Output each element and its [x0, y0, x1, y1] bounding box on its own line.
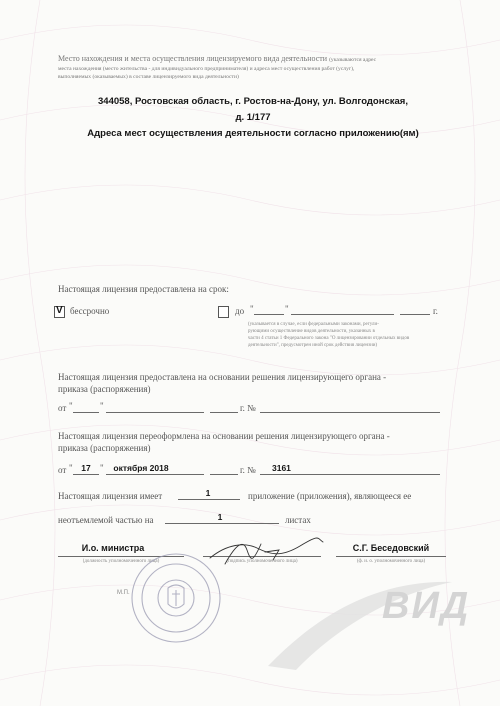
reissued-date-value: октября 2018 — [113, 463, 169, 473]
perpetual-check-mark: V — [56, 305, 63, 316]
reissued-line-2: приказа (распоряжения) — [58, 443, 151, 453]
granted-number-label: г. № — [240, 403, 256, 413]
reissued-line-1: Настоящая лицензия переоформлена на основании решения лицензирующего органа - — [58, 431, 390, 441]
signature-caption: (подпись уполномоченного лица) — [226, 559, 298, 564]
reissued-ot-label: от — [58, 465, 67, 475]
granted-line-1: Настоящая лицензия предоставлена на основании решения лицензирующего органа - — [58, 372, 387, 382]
term-title: Настоящая лицензия предоставлена на срок: — [58, 284, 229, 294]
granted-quote-close: " — [100, 401, 104, 411]
perpetual-label: бессрочно — [70, 306, 110, 316]
perpetual-checkbox[interactable] — [54, 306, 65, 318]
appendix-line-2-end: листах — [285, 515, 311, 525]
signer-name: С.Г. Беседовский — [352, 543, 430, 553]
stamp-mark-label: М.П. — [117, 590, 130, 596]
location-header: Место нахождения и места осуществления лицензируемого вида деятельности — [58, 54, 328, 63]
address-line-3: Адреса мест осуществления деятельности согласно приложению(ям) — [87, 128, 419, 139]
granted-year-line — [210, 412, 238, 413]
address-line-1: 344058, Ростовская область, г. Ростов-на-Дону, ул. Волгодонская, — [98, 96, 408, 107]
address-line-2: д. 1/177 — [235, 112, 271, 123]
term-note-4: деятельности", предусмотрен иной срок действия лицензии) — [248, 343, 378, 348]
name-caption: (ф. и. о. уполномоченного лица) — [356, 559, 426, 564]
reissued-number-line — [260, 474, 440, 475]
position-caption: (должность уполномоченного лица) — [82, 559, 160, 564]
location-note-2: места нахождения (место жительства - для индивидуального предпринимателя) и адреса мест осуществления работ (услуг), — [58, 66, 355, 72]
appendix-line-1-start: Настоящая лицензия имеет — [58, 491, 163, 501]
reissued-number-label: г. № — [240, 465, 256, 475]
term-note-3: части 4 статьи 1 Федерального закона "О лицензировании отдельных видов — [248, 336, 410, 341]
signer-position: И.о. министра — [81, 543, 145, 553]
until-year-line — [400, 314, 430, 315]
reissued-quote-close: " — [100, 463, 104, 473]
until-year-suffix: г. — [433, 306, 438, 316]
reissued-day-line — [73, 474, 99, 475]
sheet-count-value: 1 — [217, 512, 223, 522]
name-line — [336, 556, 446, 557]
appendix-line-2-start: неотъемлемой частью на — [58, 515, 154, 525]
appendix-line-1-end: приложение (приложения), являющееся ее — [248, 491, 412, 501]
reissued-month-line — [106, 474, 204, 475]
official-stamp — [128, 550, 224, 646]
term-note-2: рующими осуществление видов деятельности, указанных в — [248, 329, 375, 334]
granted-ot-label: от — [58, 403, 67, 413]
until-checkbox[interactable] — [218, 306, 229, 318]
reissued-number-value: 3161 — [272, 463, 291, 473]
reissued-year-line — [210, 474, 238, 475]
term-note-1: (указывается в случае, если федеральными законами, регули- — [248, 322, 379, 327]
until-day-line — [254, 314, 284, 315]
until-quote-open: " — [250, 304, 254, 314]
until-month-line — [291, 314, 394, 315]
appendix-count-line — [178, 499, 240, 500]
location-note-1: (указываются адрес — [329, 57, 377, 63]
granted-number-line — [260, 412, 440, 413]
granted-day-line — [73, 412, 99, 413]
appendix-count-value: 1 — [205, 488, 211, 498]
watermark-brand: ВИД — [382, 585, 471, 627]
granted-month-line — [106, 412, 204, 413]
reissued-quote-open: " — [69, 463, 73, 473]
reissued-day-value: 17 — [81, 463, 91, 473]
sheet-count-line — [165, 523, 279, 524]
until-quote-close: " — [285, 304, 289, 314]
until-label: до — [235, 306, 245, 316]
granted-quote-open: " — [69, 401, 73, 411]
location-note-3: выполняемых (оказываемых) в составе лицензируемого вида деятельности) — [58, 74, 239, 80]
granted-line-2: приказа (распоряжения) — [58, 384, 151, 394]
